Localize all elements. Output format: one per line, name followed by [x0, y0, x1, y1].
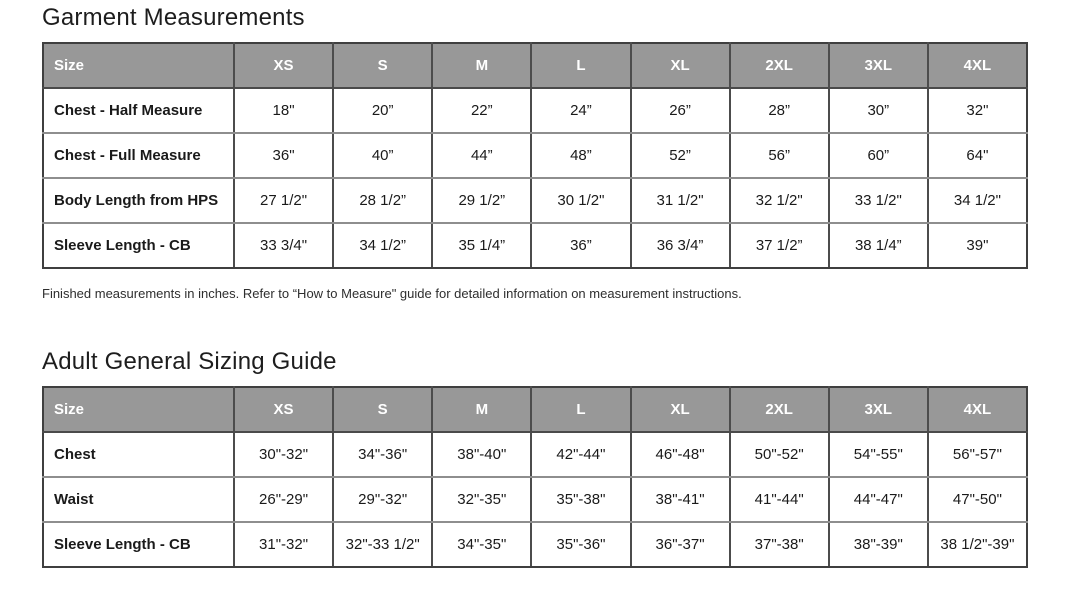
- measurement-cell: 38"-39": [829, 522, 928, 567]
- garment-measurements-section: [42, 4, 1028, 302]
- measurement-cell: 26"-29": [234, 477, 333, 522]
- row-label: Chest: [43, 432, 234, 477]
- column-header-size: Size: [43, 387, 234, 432]
- measurement-cell: 24”: [531, 88, 630, 133]
- measurement-footnote: Finished measurements in inches. Refer to “How to Measure" guide for detailed information on measurement instructions.: [42, 286, 742, 301]
- measurement-cell: 33 1/2": [829, 178, 928, 223]
- measurement-cell: 36 3/4”: [631, 223, 730, 268]
- measurement-cell: 38"-41": [631, 477, 730, 522]
- row-label: Body Length from HPS: [43, 178, 234, 223]
- measurement-cell: 22”: [432, 88, 531, 133]
- measurement-cell: 32"-33 1/2": [333, 522, 432, 567]
- measurement-cell: 47"-50": [928, 477, 1027, 522]
- measurement-cell: 42"-44": [531, 432, 630, 477]
- measurement-cell: 33 3/4": [234, 223, 333, 268]
- measurement-cell: 26”: [631, 88, 730, 133]
- measurement-cell: 56”: [730, 133, 829, 178]
- measurement-cell: 39": [928, 223, 1027, 268]
- measurement-cell: 44”: [432, 133, 531, 178]
- measurement-cell: 29 1/2”: [432, 178, 531, 223]
- measurement-cell: 36”: [531, 223, 630, 268]
- table-row: [43, 223, 1027, 268]
- column-header-4xl: 4XL: [928, 43, 1027, 88]
- measurement-cell: 37 1/2”: [730, 223, 829, 268]
- table-row: [43, 432, 1027, 477]
- measurement-cell: 30"-32": [234, 432, 333, 477]
- row-label: Chest - Full Measure: [43, 133, 234, 178]
- row-label: Waist: [43, 477, 234, 522]
- measurement-cell: 34"-35": [432, 522, 531, 567]
- measurement-cell: 31"-32": [234, 522, 333, 567]
- measurement-cell: 60”: [829, 133, 928, 178]
- header-row: [43, 43, 1027, 88]
- measurement-cell: 18": [234, 88, 333, 133]
- column-header-m: M: [432, 43, 531, 88]
- column-header-xl: XL: [631, 43, 730, 88]
- measurement-cell: 44"-47": [829, 477, 928, 522]
- column-header-4xl: 4XL: [928, 387, 1027, 432]
- column-header-xs: XS: [234, 387, 333, 432]
- measurement-cell: 28”: [730, 88, 829, 133]
- measurement-cell: 32"-35": [432, 477, 531, 522]
- measurement-cell: 29"-32": [333, 477, 432, 522]
- measurement-cell: 54"-55": [829, 432, 928, 477]
- table-row: [43, 522, 1027, 567]
- column-header-s: S: [333, 387, 432, 432]
- row-label: Sleeve Length - CB: [43, 522, 234, 567]
- table-row: [43, 178, 1027, 223]
- measurement-cell: 34"-36": [333, 432, 432, 477]
- column-header-3xl: 3XL: [829, 387, 928, 432]
- table-row: [43, 133, 1027, 178]
- measurement-cell: 30”: [829, 88, 928, 133]
- measurement-cell: 38"-40": [432, 432, 531, 477]
- measurement-cell: 41"-44": [730, 477, 829, 522]
- measurement-cell: 64": [928, 133, 1027, 178]
- measurement-cell: 35"-36": [531, 522, 630, 567]
- measurement-cell: 32": [928, 88, 1027, 133]
- garment-measurements-title: Garment Measurements: [42, 4, 305, 31]
- measurement-cell: 36": [234, 133, 333, 178]
- measurement-cell: 20”: [333, 88, 432, 133]
- table-row: [43, 88, 1027, 133]
- column-header-l: L: [531, 43, 630, 88]
- measurement-cell: 40”: [333, 133, 432, 178]
- measurement-cell: 48”: [531, 133, 630, 178]
- measurement-cell: 52”: [631, 133, 730, 178]
- measurement-cell: 31 1/2": [631, 178, 730, 223]
- column-header-l: L: [531, 387, 630, 432]
- adult-sizing-guide-section: [42, 348, 1028, 568]
- header-row: [43, 387, 1027, 432]
- column-header-m: M: [432, 387, 531, 432]
- table-row: [43, 477, 1027, 522]
- measurement-cell: 32 1/2": [730, 178, 829, 223]
- column-header-2xl: 2XL: [730, 43, 829, 88]
- measurement-cell: 38 1/2"-39": [928, 522, 1027, 567]
- measurement-cell: 35 1/4”: [432, 223, 531, 268]
- column-header-xs: XS: [234, 43, 333, 88]
- adult-sizing-guide-title: Adult General Sizing Guide: [42, 348, 337, 375]
- measurement-cell: 37"-38": [730, 522, 829, 567]
- adult-sizing-guide-table: [42, 386, 1028, 568]
- column-header-3xl: 3XL: [829, 43, 928, 88]
- column-header-xl: XL: [631, 387, 730, 432]
- row-label: Chest - Half Measure: [43, 88, 234, 133]
- column-header-2xl: 2XL: [730, 387, 829, 432]
- measurement-cell: 50"-52": [730, 432, 829, 477]
- column-header-size: Size: [43, 43, 234, 88]
- measurement-cell: 30 1/2": [531, 178, 630, 223]
- measurement-cell: 28 1/2”: [333, 178, 432, 223]
- measurement-cell: 46"-48": [631, 432, 730, 477]
- measurement-cell: 35"-38": [531, 477, 630, 522]
- measurement-cell: 36"-37": [631, 522, 730, 567]
- measurement-cell: 34 1/2": [928, 178, 1027, 223]
- measurement-cell: 27 1/2": [234, 178, 333, 223]
- row-label: Sleeve Length - CB: [43, 223, 234, 268]
- garment-measurements-table: [42, 42, 1028, 269]
- measurement-cell: 38 1/4”: [829, 223, 928, 268]
- measurement-cell: 56"-57": [928, 432, 1027, 477]
- measurement-cell: 34 1/2”: [333, 223, 432, 268]
- column-header-s: S: [333, 43, 432, 88]
